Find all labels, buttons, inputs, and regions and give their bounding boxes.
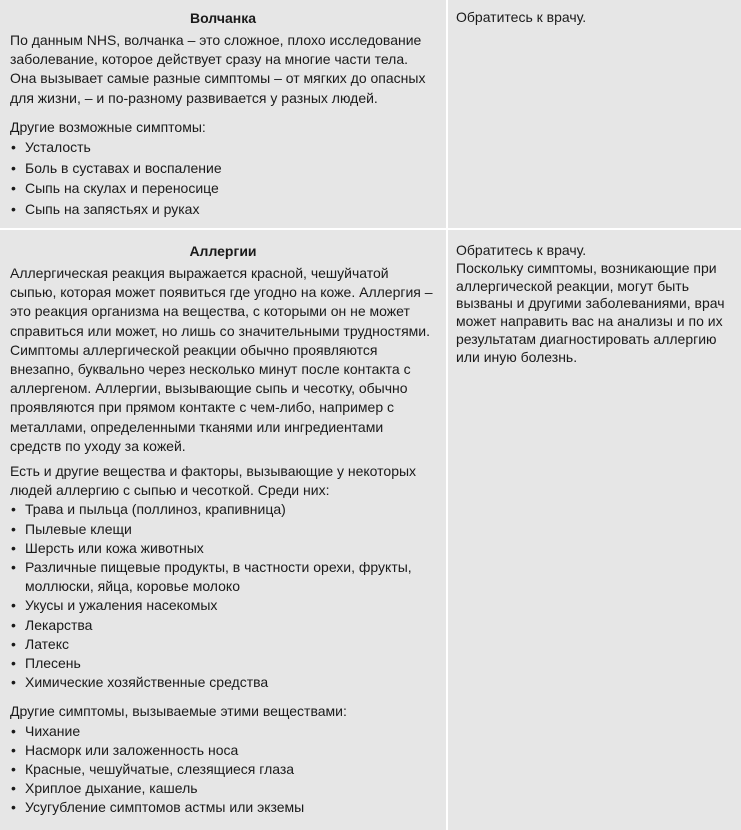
list-item: • Латекс: [10, 635, 436, 654]
bullet-icon: •: [11, 674, 16, 691]
bullet-icon: •: [11, 780, 16, 797]
list-item: • Пылевые клещи: [10, 520, 436, 539]
other-symptoms-list: [10, 722, 436, 818]
list-item: • Красные, чешуйчатые, слезящиеся глаза: [10, 760, 436, 779]
list-item: • Усталость: [10, 137, 436, 158]
list-item: • Лекарства: [10, 616, 436, 635]
condition-description-cell: [0, 230, 448, 830]
bullet-icon: •: [11, 180, 16, 197]
advice-text: Обратитесь к врачу.: [456, 242, 587, 258]
list-item: • Хриплое дыхание, кашель: [10, 779, 436, 798]
bullet-icon: •: [11, 159, 16, 176]
list-item: • Различные пищевые продукты, в частности орехи, фрукты, моллюски, яйца, коровье молоко: [11, 559, 412, 595]
bullet-icon: •: [11, 539, 16, 556]
bullet-icon: •: [11, 799, 16, 816]
list-item: • Боль в суставах и воспаление: [10, 158, 436, 179]
advice-cell: [448, 0, 739, 228]
list-item: • Чихание: [10, 722, 436, 741]
list-item: • Усугубление симптомов астмы или экземы: [10, 798, 436, 817]
advice-cell: [448, 230, 739, 830]
bullet-icon: •: [11, 616, 16, 633]
list-item: • Сыпь на скулах и переносице: [10, 178, 436, 199]
list-item: • Плесень: [10, 654, 436, 673]
condition-title: Аллергии: [189, 243, 257, 259]
triggers-intro: Есть и другие вещества и факторы, вызывающие у некоторых людей аллергию с сыпью и чесоткой. Среди них:: [10, 463, 417, 499]
advice-explanation: Поскольку симптомы, возникающие при аллергической реакции, могут быть вызваны и другими заболеваниями, врач может направить вас на анализы и по их результатам диагностировать аллергию или иную болезнь.: [456, 259, 725, 365]
bullet-icon: •: [11, 635, 16, 652]
table-row-lupus: [0, 0, 741, 228]
list-item: • Трава и пыльца (поллиноз, крапивница): [10, 500, 436, 519]
list-item: • Химические хозяйственные средства: [10, 673, 436, 692]
list-item: • Укусы и ужаления насекомых: [10, 596, 436, 615]
list-item: • Насморк или заложенность носа: [10, 741, 436, 760]
other-symptoms-intro: Другие симптомы, вызываемые этими веществами:: [10, 703, 347, 720]
bullet-icon: •: [11, 139, 16, 156]
bullet-icon: •: [11, 200, 16, 217]
list-item: • Сыпь на запястьях и руках: [10, 199, 436, 220]
bullet-icon: •: [11, 741, 16, 758]
advice-text: Обратитесь к врачу.: [456, 9, 587, 25]
bullet-icon: •: [11, 520, 16, 537]
trigger-list: [10, 500, 436, 692]
description-paragraph: По данным NHS, волчанка – это сложное, плохо исследование заболевание, которое действует сразу на многие части тела. Она вызывает самые разные симптомы – от мягких до опасных для жизни, – и по-разному развивается у разных людей.: [10, 32, 426, 106]
description-paragraph: Аллергическая реакция выражается красной, чешуйчатой сыпью, которая может появиться где угодно на коже. Аллергия – это реакция организма на вещества, с которыми он не может справиться или может, но лишь со значительными трудностями. Симптомы аллергической реакции обычно проявляются внезапно, буквально через несколько минут после контакта с аллергеном. Аллергии, вызывающие сыпь и чесотку, обычно проявляются при прямом контакте с чем-либо, например с металлами, определенными тканями или ингредиентами средств по уходу за кожей.: [10, 265, 433, 454]
bullet-icon: •: [11, 761, 16, 778]
table-row-allergies: [0, 228, 741, 830]
condition-description-cell: [0, 0, 448, 228]
bullet-icon: •: [11, 722, 16, 739]
bullet-icon: •: [11, 597, 16, 614]
list-item: • Шерсть или кожа животных: [10, 539, 436, 558]
symptoms-intro: Другие возможные симптомы:: [10, 118, 206, 135]
bullet-icon: •: [11, 559, 16, 576]
symptom-list: [10, 137, 436, 219]
bullet-icon: •: [11, 655, 16, 672]
condition-title: Волчанка: [189, 10, 257, 26]
bullet-icon: •: [11, 501, 16, 518]
